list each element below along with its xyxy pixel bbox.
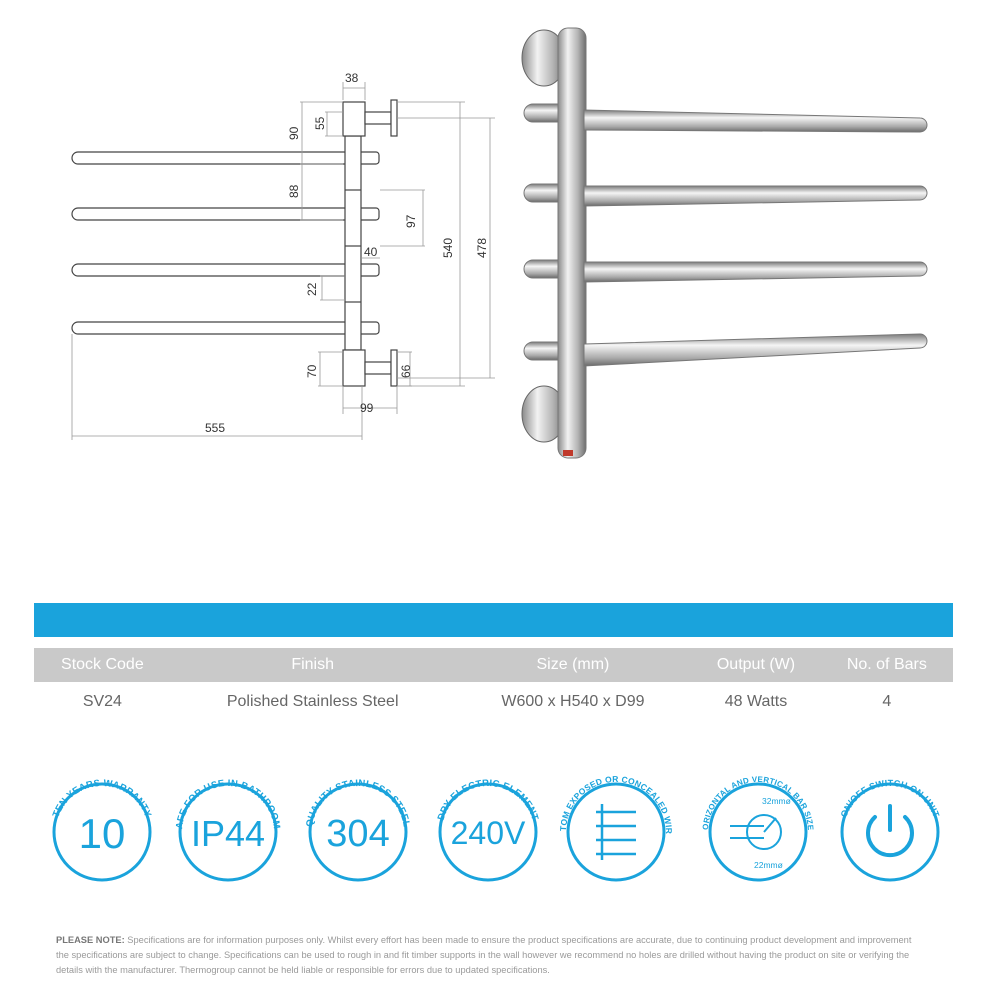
power-icon [868,806,912,855]
cell-size: W600 x H540 x D99 [501,693,645,710]
dim-478: 478 [475,237,489,258]
ip-arc-text: AFE FOR USE IN BATHROOM [174,777,283,830]
steel-value: 304 [326,813,390,855]
table-header-row [34,648,953,682]
voltage-value: 240V [450,815,526,851]
dim-22: 22 [305,282,319,296]
dim-97: 97 [404,214,418,228]
switch-arc-text: ON/OFF SWITCH ON UNIT [838,777,942,819]
header-output: Output (W) [691,648,820,682]
dim-66: 66 [399,364,413,378]
dim-55: 55 [313,116,327,130]
note-text: Specifications are for information purposes only. Whilst every effort has been made to ensure the product specifications are accurate, due to continuing product development and improvement the specifications are subject to change. Specifications can be used to rough in and fit timber supports in the wall however we recommend no holes are drilled without having the product on site or verifying the details with the manufacturer. Thermogroup cannot be held liable or responsible for errors due to updated specifications. [56,935,912,975]
spec-table [34,648,953,722]
table-row [34,682,953,722]
dim-99: 99 [360,401,374,415]
dim-88: 88 [287,184,301,198]
warranty-value: 10 [78,810,126,857]
svg-text:HORIZONTAL AND VERTICAL BAR SI [698,760,815,831]
feature-badges [0,760,1000,900]
cell-stock-code: SV24 [82,693,122,710]
ip-value: IP44 [190,813,266,854]
bar-sizes-arc-text: ORIZONTAL AND VERTICAL BAR SIZE [700,774,816,831]
disclaimer-note [56,933,926,978]
stainless-steel-badge [298,760,418,900]
wiring-arc-text: TOM EXPOSED OR CONCEALED WIR [557,773,675,835]
bar-size-large: 32mmø [762,796,791,806]
steel-arc-text: QUALITY STAINLESS STEEL [304,777,412,828]
element-arc-text: DRY ELECTRIC ELEMENT [435,777,541,822]
header-bars: No. of Bars [821,648,953,682]
bar-size-icon [730,815,781,849]
svg-text:BOTTOM EXPOSED OR CONCEALED WI [556,760,674,834]
dim-540: 540 [441,237,455,258]
voltage-badge [428,760,548,900]
dim-70: 70 [305,364,319,378]
cell-finish: Polished Stainless Steel [226,693,399,710]
dim-555: 555 [205,421,226,435]
towel-rail-icon [596,804,636,860]
dim-90: 90 [287,126,301,140]
product-image [0,0,1000,470]
cell-bars: 4 [882,693,892,710]
ip-rating-badge [168,760,288,900]
accent-band [34,603,953,637]
power-switch-badge [830,760,950,900]
bar-size-small: 22mmø [754,860,783,870]
header-finish: Finish [171,648,455,682]
note-label: PLEASE NOTE: [56,935,125,945]
header-size: Size (mm) [455,648,692,682]
dim-38: 38 [345,71,359,85]
warranty-arc-text: TEN YEARS WARRANTY [50,777,154,819]
header-stock-code: Stock Code [34,648,171,682]
warranty-badge [42,760,162,900]
cell-output: 48 Watts [724,693,788,710]
wiring-badge [556,760,676,900]
bar-sizes-badge [698,760,818,900]
dim-40: 40 [364,245,378,259]
